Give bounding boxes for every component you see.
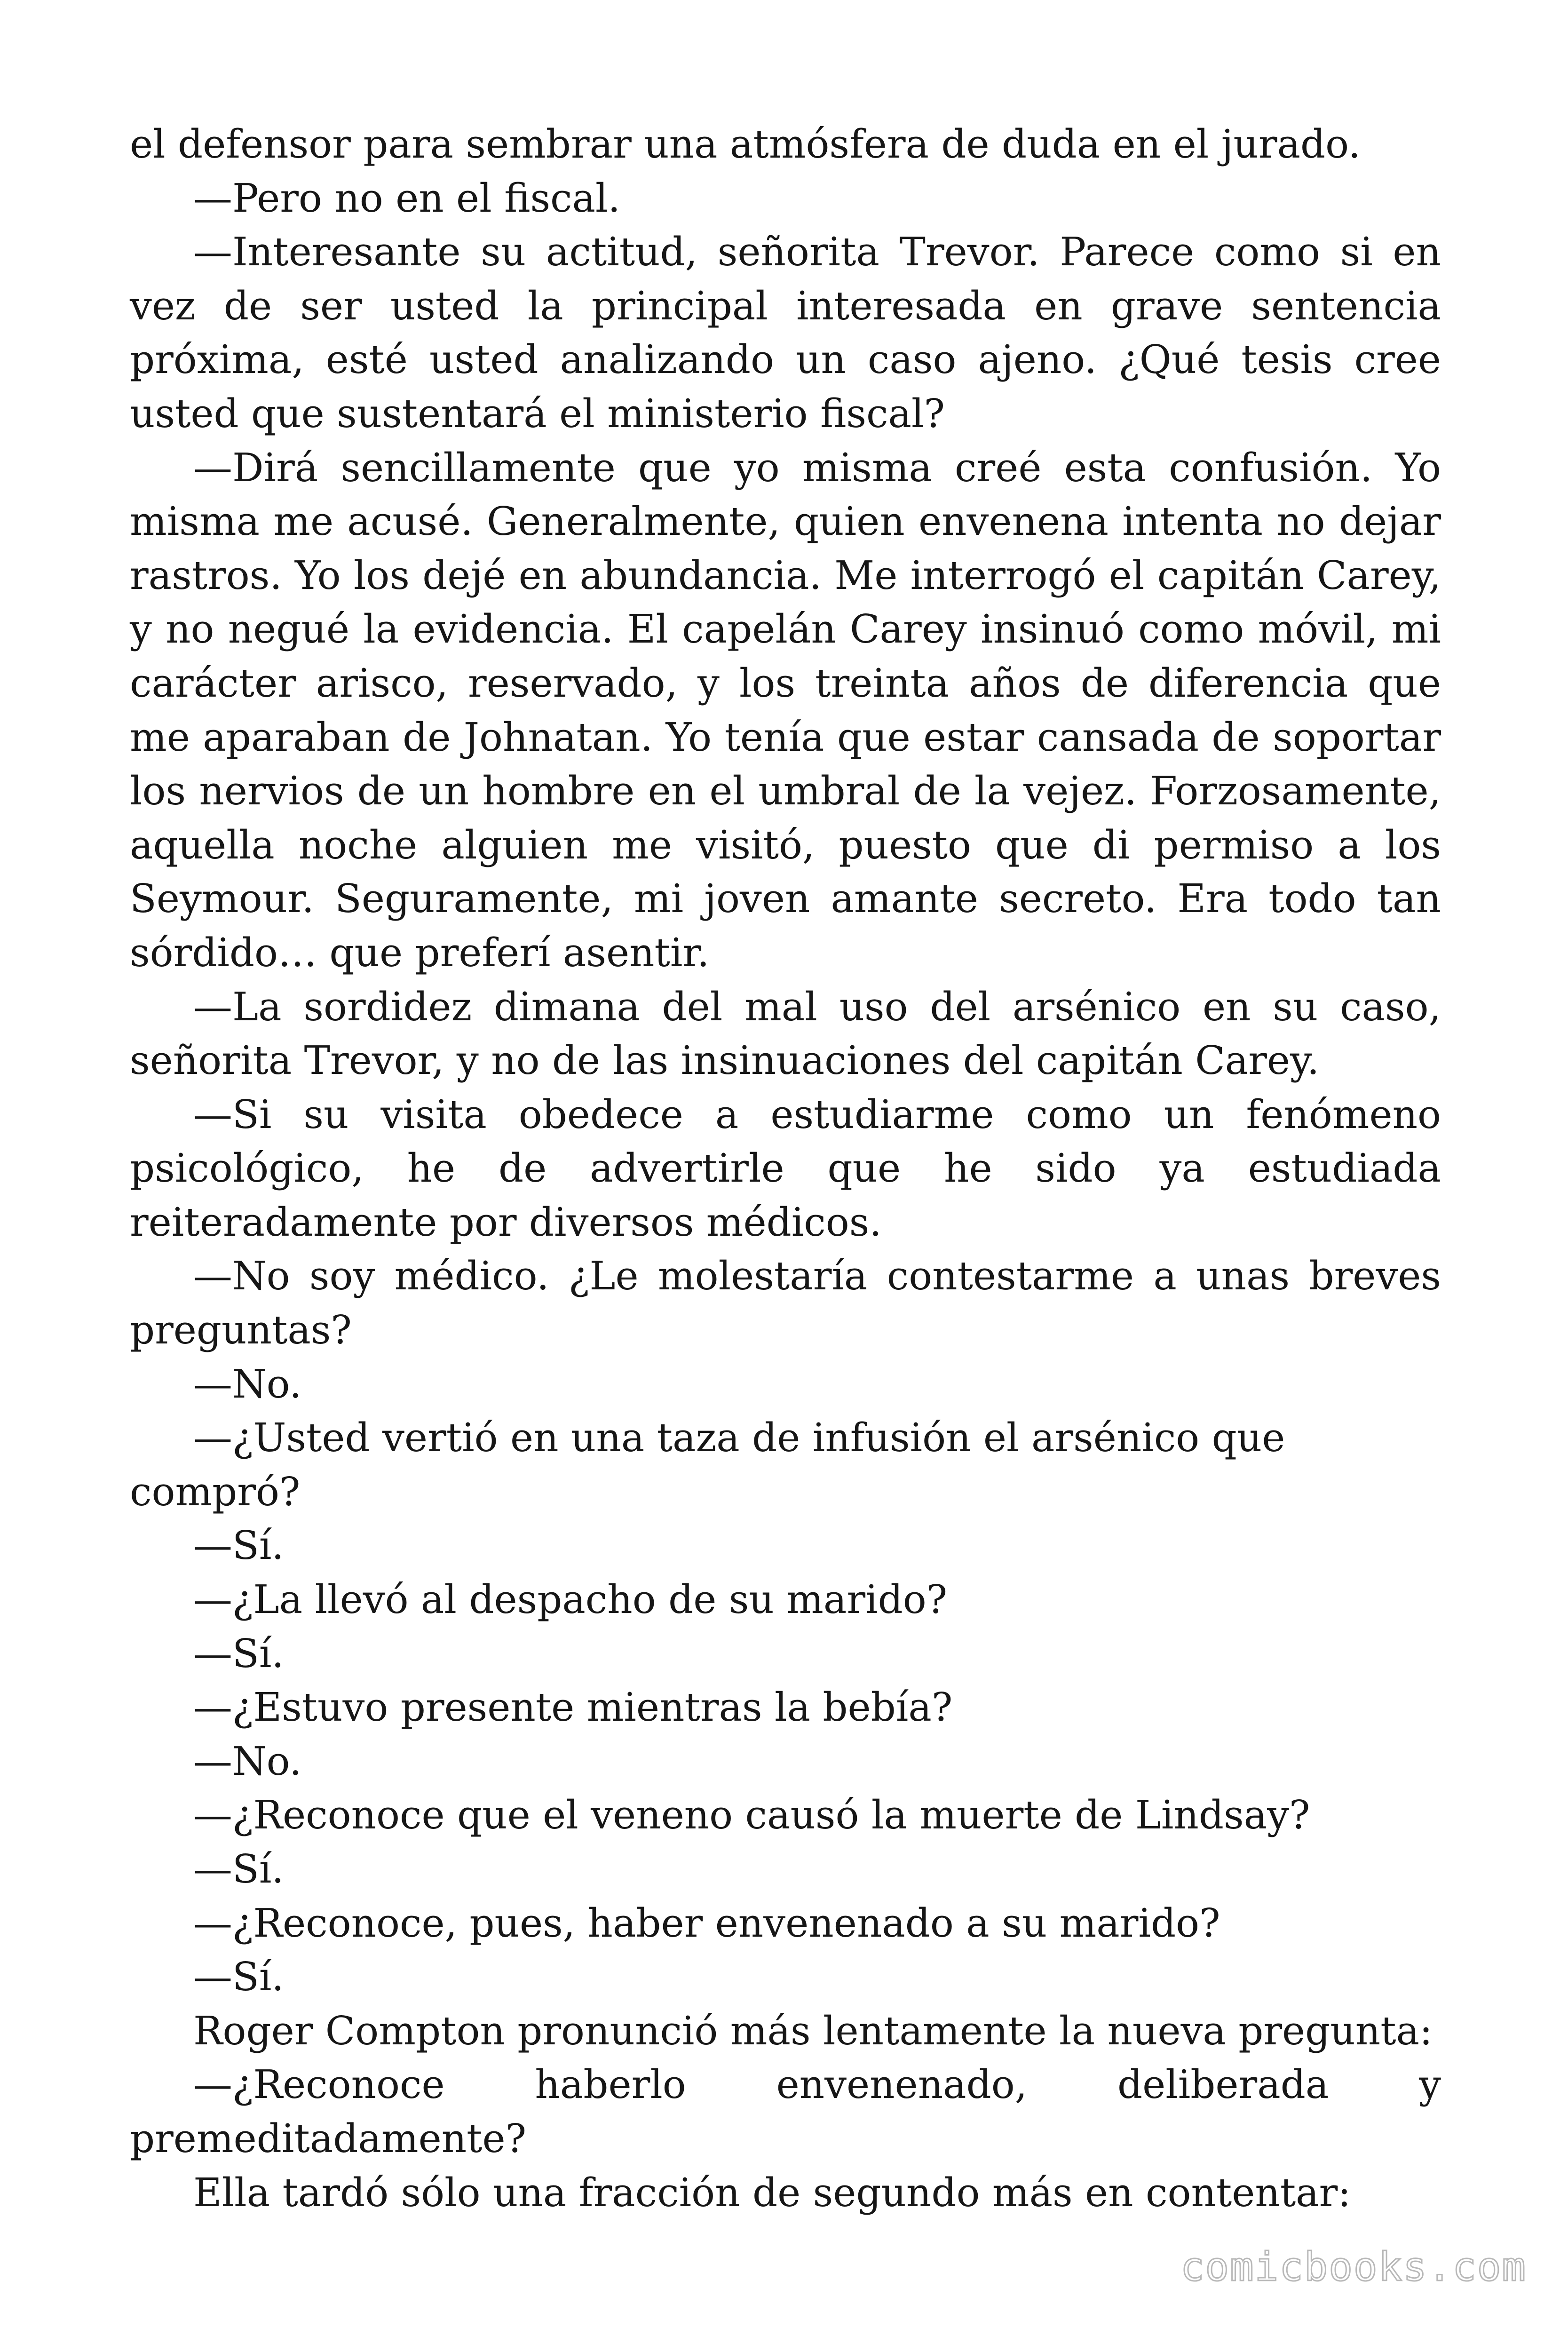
paragraph: —¿Reconoce haberlo envenenado, deliberada y premeditadamente? — [130, 2062, 1441, 2161]
paragraph: —¿Estuvo presente mientras la bebía? — [193, 1685, 953, 1731]
paragraph: —Sí. — [193, 1954, 284, 2000]
paragraph: —¿Reconoce, pues, haber envenenado a su marido? — [193, 1900, 1220, 1946]
paragraph: —Sí. — [193, 1846, 284, 1892]
paragraph: —¿Usted vertió en una taza de infusión el arsénico que compró? — [130, 1415, 1285, 1515]
paragraph: —Sí. — [193, 1523, 284, 1569]
paragraph: —No soy médico. ¿Le molestaría contestarme a unas breves preguntas? — [130, 1253, 1441, 1353]
paragraph: —¿Reconoce que el veneno causó la muerte de Lindsay? — [193, 1792, 1310, 1838]
paragraph: —Pero no en el fiscal. — [193, 175, 620, 221]
paragraph: —No. — [193, 1361, 302, 1407]
paragraph: —Sí. — [193, 1630, 284, 1677]
paragraph: —Dirá sencillamente que yo misma creé esta confusión. Yo misma me acusé. Generalmente, quien envenena intenta no dejar rastros. Yo los dejé en abundancia. Me interrogó el capitán Carey, y no negué la evidencia. El capelán Carey insinuó como móvil, mi carácter arisco, reservado, y los treinta años de diferencia que me aparaban de Johnatan. Yo tenía que estar cansada de soportar los nervios de un hombre en el umbral de la vejez. Forzosamente, aquella noche alguien me visitó, puesto que di permiso a los Seymour. Seguramente, mi joven amante secreto. Era todo tan sórdido… que preferí asentir. — [130, 445, 1441, 976]
body-text — [130, 118, 1441, 2220]
watermark-logo: comicbooks.com — [1180, 2244, 1527, 2290]
paragraph: —¿La llevó al despacho de su marido? — [193, 1577, 948, 1623]
paragraph: Ella tardó sólo una fracción de segundo más en contentar: — [193, 2169, 1351, 2216]
paragraph: —Si su visita obedece a estudiarme como un fenómeno psicológico, he de advertirle que he sido ya estudiada reiteradamente por diversos médicos. — [130, 1091, 1441, 1245]
paragraph: —Interesante su actitud, señorita Trevor. Parece como si en vez de ser usted la principal interesada en grave sentencia próxima, esté usted analizando un caso ajeno. ¿Qué tesis cree usted que sustentará el ministerio fiscal? — [130, 229, 1441, 437]
paragraph: Roger Compton pronunció más lentamente la nueva pregunta: — [193, 2008, 1433, 2054]
paragraph: —La sordidez dimana del mal uso del arsénico en su caso, señorita Trevor, y no de las insinuaciones del capitán Carey. — [130, 984, 1441, 1084]
paragraph: —No. — [193, 1738, 302, 1784]
paragraph: el defensor para sembrar una atmósfera de duda en el jurado. — [130, 121, 1361, 167]
